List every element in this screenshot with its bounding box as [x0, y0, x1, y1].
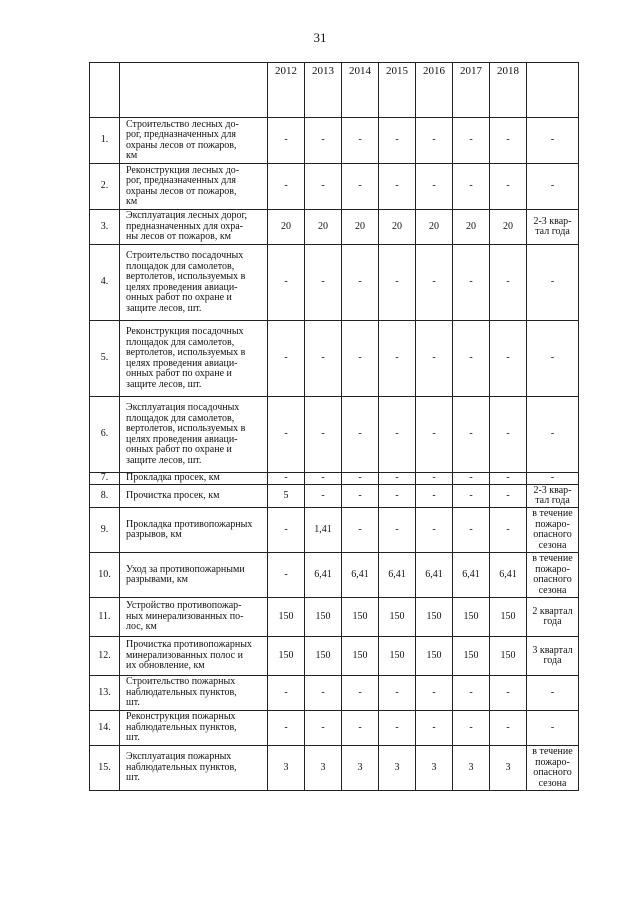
row-number: 10. — [90, 553, 120, 598]
year-value: - — [379, 164, 416, 210]
year-value: - — [379, 473, 416, 485]
year-value: - — [268, 321, 305, 397]
year-value: - — [305, 485, 342, 508]
year-value: - — [453, 508, 490, 553]
year-value: - — [453, 164, 490, 210]
year-value: - — [453, 711, 490, 746]
year-value: 150 — [342, 637, 379, 676]
row-number: 11. — [90, 598, 120, 637]
year-value: - — [490, 118, 527, 164]
year-value: - — [379, 118, 416, 164]
year-value: - — [268, 245, 305, 321]
table-row — [90, 508, 579, 553]
year-value: - — [490, 485, 527, 508]
measure-name: Эксплуатация посадочных площадок для самолетов, вертолетов, используемых в целях проведения авиаци- онных работ по охране и защите лесов, шт. — [120, 397, 268, 473]
row-number: 4. — [90, 245, 120, 321]
deadline: в течение пожаро- опасного сезона — [527, 746, 579, 791]
year-value: - — [342, 485, 379, 508]
year-header: 2013 — [305, 63, 342, 118]
year-value: - — [379, 485, 416, 508]
year-value: - — [416, 164, 453, 210]
year-value: 150 — [416, 598, 453, 637]
year-value: - — [453, 321, 490, 397]
year-value: - — [490, 676, 527, 711]
row-number: 7. — [90, 473, 120, 485]
table-row — [90, 164, 579, 210]
measure-name: Строительство лесных до- рог, предназначенных для охраны лесов от пожаров, км — [120, 118, 268, 164]
year-value: - — [379, 676, 416, 711]
deadline: - — [527, 164, 579, 210]
year-value: 150 — [305, 637, 342, 676]
table-row — [90, 473, 579, 485]
page-number: 31 — [313, 30, 327, 45]
header-cell-empty — [90, 63, 120, 118]
year-value: 20 — [416, 210, 453, 245]
measure-name: Реконструкция пожарных наблюдательных пунктов, шт. — [120, 711, 268, 746]
table-row — [90, 676, 579, 711]
measure-name: Уход за противопожарными разрывами, км — [120, 553, 268, 598]
table-row — [90, 397, 579, 473]
measure-name: Устройство противопожар- ных минерализованных по- лос, км — [120, 598, 268, 637]
table-header-row — [90, 63, 579, 118]
measure-name: Эксплуатация лесных дорог, предназначенных для охра- ны лесов от пожаров, км — [120, 210, 268, 245]
row-number: 9. — [90, 508, 120, 553]
year-value: - — [490, 711, 527, 746]
deadline: - — [527, 118, 579, 164]
header-cell-empty — [527, 63, 579, 118]
year-value: - — [305, 473, 342, 485]
year-value: - — [453, 473, 490, 485]
deadline: - — [527, 321, 579, 397]
measure-name: Эксплуатация пожарных наблюдательных пунктов, шт. — [120, 746, 268, 791]
year-value: 150 — [342, 598, 379, 637]
year-value: - — [268, 676, 305, 711]
year-value: 3 — [490, 746, 527, 791]
year-value: - — [342, 164, 379, 210]
year-value: - — [342, 118, 379, 164]
year-value: 150 — [490, 598, 527, 637]
year-value: - — [342, 321, 379, 397]
year-value: - — [379, 397, 416, 473]
deadline: - — [527, 473, 579, 485]
year-value: 150 — [453, 598, 490, 637]
deadline: в течение пожаро- опасного сезона — [527, 553, 579, 598]
year-value: 150 — [379, 637, 416, 676]
year-value: - — [416, 508, 453, 553]
table-row — [90, 485, 579, 508]
row-number: 5. — [90, 321, 120, 397]
year-value: 6,41 — [416, 553, 453, 598]
year-value: 150 — [379, 598, 416, 637]
table-body — [90, 63, 579, 791]
year-value: - — [453, 118, 490, 164]
deadline: в течение пожаро- опасного сезона — [527, 508, 579, 553]
year-value: - — [305, 164, 342, 210]
deadline: - — [527, 245, 579, 321]
year-value: - — [416, 473, 453, 485]
year-value: 150 — [268, 637, 305, 676]
row-number: 1. — [90, 118, 120, 164]
year-value: 3 — [342, 746, 379, 791]
table-row — [90, 553, 579, 598]
year-value: 6,41 — [490, 553, 527, 598]
year-value: 3 — [453, 746, 490, 791]
row-number: 8. — [90, 485, 120, 508]
year-value: 3 — [268, 746, 305, 791]
year-value: 3 — [379, 746, 416, 791]
year-value: - — [268, 508, 305, 553]
year-value: - — [268, 553, 305, 598]
year-value: 3 — [416, 746, 453, 791]
year-value: - — [305, 321, 342, 397]
year-value: - — [490, 164, 527, 210]
year-value: - — [416, 118, 453, 164]
year-value: 1,41 — [305, 508, 342, 553]
year-value: 150 — [490, 637, 527, 676]
year-value: 20 — [453, 210, 490, 245]
year-header: 2018 — [490, 63, 527, 118]
row-number: 15. — [90, 746, 120, 791]
year-value: 20 — [305, 210, 342, 245]
row-number: 12. — [90, 637, 120, 676]
year-value: 20 — [490, 210, 527, 245]
year-value: - — [305, 118, 342, 164]
year-value: - — [342, 245, 379, 321]
year-value: 5 — [268, 485, 305, 508]
measure-name: Строительство пожарных наблюдательных пунктов, шт. — [120, 676, 268, 711]
year-value: - — [453, 485, 490, 508]
measure-name: Строительство посадочных площадок для самолетов, вертолетов, используемых в целях проведения авиаци- онных работ по охране и защите лесов, шт. — [120, 245, 268, 321]
year-value: 20 — [379, 210, 416, 245]
measure-name: Прокладка просек, км — [120, 473, 268, 485]
year-header: 2016 — [416, 63, 453, 118]
year-value: - — [305, 397, 342, 473]
year-value: - — [490, 508, 527, 553]
year-value: - — [342, 473, 379, 485]
row-number: 14. — [90, 711, 120, 746]
year-header: 2015 — [379, 63, 416, 118]
year-value: - — [342, 711, 379, 746]
measure-name: Реконструкция лесных до- рог, предназначенных для охраны лесов от пожаров, км — [120, 164, 268, 210]
row-number: 3. — [90, 210, 120, 245]
table-row — [90, 637, 579, 676]
year-value: - — [268, 473, 305, 485]
year-value: - — [379, 508, 416, 553]
year-value: 6,41 — [379, 553, 416, 598]
table-row — [90, 118, 579, 164]
deadline: 3 квартал года — [527, 637, 579, 676]
year-value: - — [268, 397, 305, 473]
year-value: - — [268, 711, 305, 746]
year-value: 150 — [305, 598, 342, 637]
deadline: - — [527, 676, 579, 711]
row-number: 6. — [90, 397, 120, 473]
table-row — [90, 711, 579, 746]
year-value: - — [268, 164, 305, 210]
year-value: - — [268, 118, 305, 164]
deadline: 2-3 квар- тал года — [527, 485, 579, 508]
year-value: - — [342, 676, 379, 711]
year-value: - — [453, 676, 490, 711]
measure-name: Прокладка противопожарных разрывов, км — [120, 508, 268, 553]
year-value: - — [416, 245, 453, 321]
year-value: - — [342, 397, 379, 473]
year-value: - — [379, 321, 416, 397]
year-value: 150 — [268, 598, 305, 637]
year-value: - — [305, 245, 342, 321]
row-number: 13. — [90, 676, 120, 711]
year-value: - — [379, 711, 416, 746]
year-value: 6,41 — [305, 553, 342, 598]
year-value: - — [416, 676, 453, 711]
table-row — [90, 210, 579, 245]
table-row — [90, 321, 579, 397]
deadline: 2-3 квар- тал года — [527, 210, 579, 245]
year-value: - — [453, 397, 490, 473]
year-value: - — [453, 245, 490, 321]
year-header: 2014 — [342, 63, 379, 118]
table-row — [90, 598, 579, 637]
deadline: - — [527, 397, 579, 473]
year-value: 20 — [268, 210, 305, 245]
measure-name: Прочистка просек, км — [120, 485, 268, 508]
deadline: 2 квартал года — [527, 598, 579, 637]
table-row — [90, 746, 579, 791]
header-cell-empty — [120, 63, 268, 118]
year-value: 150 — [453, 637, 490, 676]
forest-fire-measures-table — [89, 62, 579, 791]
year-value: - — [490, 321, 527, 397]
year-value: - — [305, 676, 342, 711]
year-value: - — [490, 245, 527, 321]
year-header: 2017 — [453, 63, 490, 118]
year-value: - — [416, 321, 453, 397]
measure-name: Реконструкция посадочных площадок для самолетов, вертолетов, используемых в целях проведения авиаци- онных работ по охране и защите лесов, шт. — [120, 321, 268, 397]
year-value: - — [416, 485, 453, 508]
year-value: 6,41 — [342, 553, 379, 598]
year-value: 150 — [416, 637, 453, 676]
year-value: 3 — [305, 746, 342, 791]
year-value: 6,41 — [453, 553, 490, 598]
deadline: - — [527, 711, 579, 746]
year-value: - — [490, 397, 527, 473]
year-value: - — [490, 473, 527, 485]
table-row — [90, 245, 579, 321]
year-value: - — [305, 711, 342, 746]
row-number: 2. — [90, 164, 120, 210]
year-value: - — [416, 711, 453, 746]
measure-name: Прочистка противопожарных минерализованных полос и их обновление, км — [120, 637, 268, 676]
year-value: 20 — [342, 210, 379, 245]
year-value: - — [416, 397, 453, 473]
year-value: - — [342, 508, 379, 553]
year-value: - — [379, 245, 416, 321]
year-header: 2012 — [268, 63, 305, 118]
